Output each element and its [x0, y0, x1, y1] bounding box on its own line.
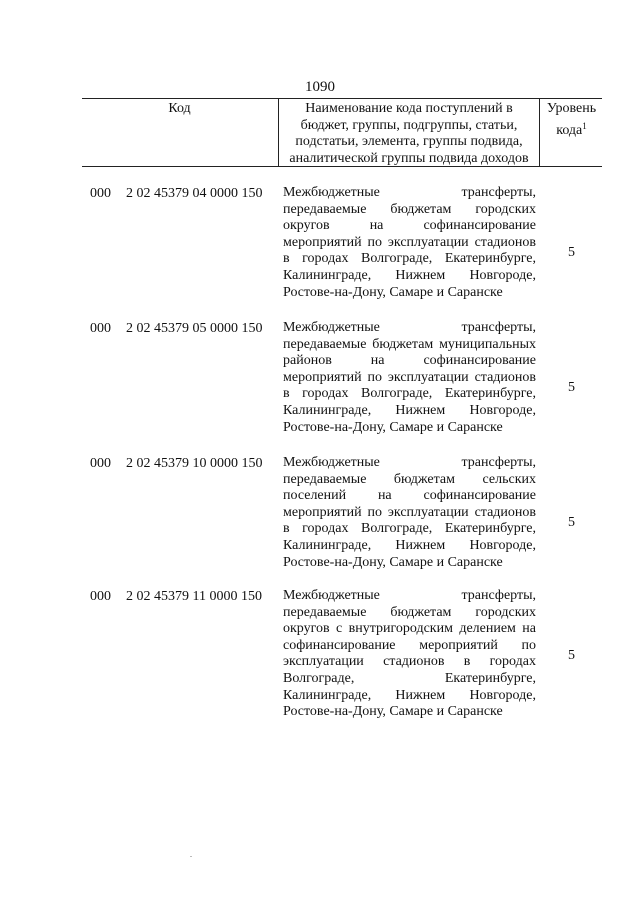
table-header-top-border	[82, 98, 602, 99]
header-column-divider-level	[539, 98, 540, 167]
header-name-label: Наименование кода поступлений в бюджет, группы, подгруппы, статьи, подстатьи, элемента, группы подвида, аналитической группы подвида доходов	[289, 101, 529, 166]
header-level-footnote: 1	[582, 120, 587, 131]
header-column-divider-code	[278, 98, 279, 167]
scan-speck	[190, 856, 192, 857]
row-level: 5	[568, 245, 575, 260]
row-revenue-code: 2 02 45379 05 0000 150	[126, 321, 263, 336]
header-code-label: Код	[168, 101, 191, 116]
page-number: 1090	[305, 79, 335, 95]
row-level: 5	[568, 380, 575, 395]
row-revenue-name: Межбюджетные трансферты, передаваемые бюджетам муниципальных районов на софинансирование мероприятий по эксплуатации стадионов в городах Волгограде, Екатеринбурге, Калининграде, Нижнем Новгороде, Ростове-на-Дону, Самаре и Саранске	[283, 320, 536, 435]
row-level: 5	[568, 648, 575, 663]
row-revenue-code: 2 02 45379 04 0000 150	[126, 186, 263, 201]
row-revenue-code: 2 02 45379 11 0000 150	[126, 589, 262, 604]
row-revenue-name: Межбюджетные трансферты, передаваемые бюджетам сельских поселений на софинансирование мероприятий по эксплуатации стадионов в городах Волгограде, Екатеринбурге, Калининграде, Нижнем Новгороде, Ростове-на-Дону, Самаре и Саранске	[283, 455, 536, 570]
row-admin-code: 000	[90, 186, 111, 201]
row-revenue-code: 2 02 45379 10 0000 150	[126, 456, 263, 471]
row-revenue-name: Межбюджетные трансферты, передаваемые бюджетам городских округов с внутригородским делением на софинансирование мероприятий по эксплуатации стадионов в городах Волгограде, Екатеринбурге, Калининграде, Нижнем Новгороде, Ростове-на-Дону, Самаре и Саранске	[283, 588, 536, 720]
row-level: 5	[568, 515, 575, 530]
row-admin-code: 000	[90, 589, 111, 604]
row-admin-code: 000	[90, 321, 111, 336]
header-level-label: Уровень кода	[546, 101, 597, 138]
header-level-cell	[541, 101, 602, 139]
row-admin-code: 000	[90, 456, 111, 471]
row-revenue-name: Межбюджетные трансферты, передаваемые бюджетам городских округов на софинансирование мероприятий по эксплуатации стадионов в городах Волгограде, Екатеринбурге, Калининграде, Нижнем Новгороде, Ростове-на-Дону, Самаре и Саранске	[283, 185, 536, 300]
